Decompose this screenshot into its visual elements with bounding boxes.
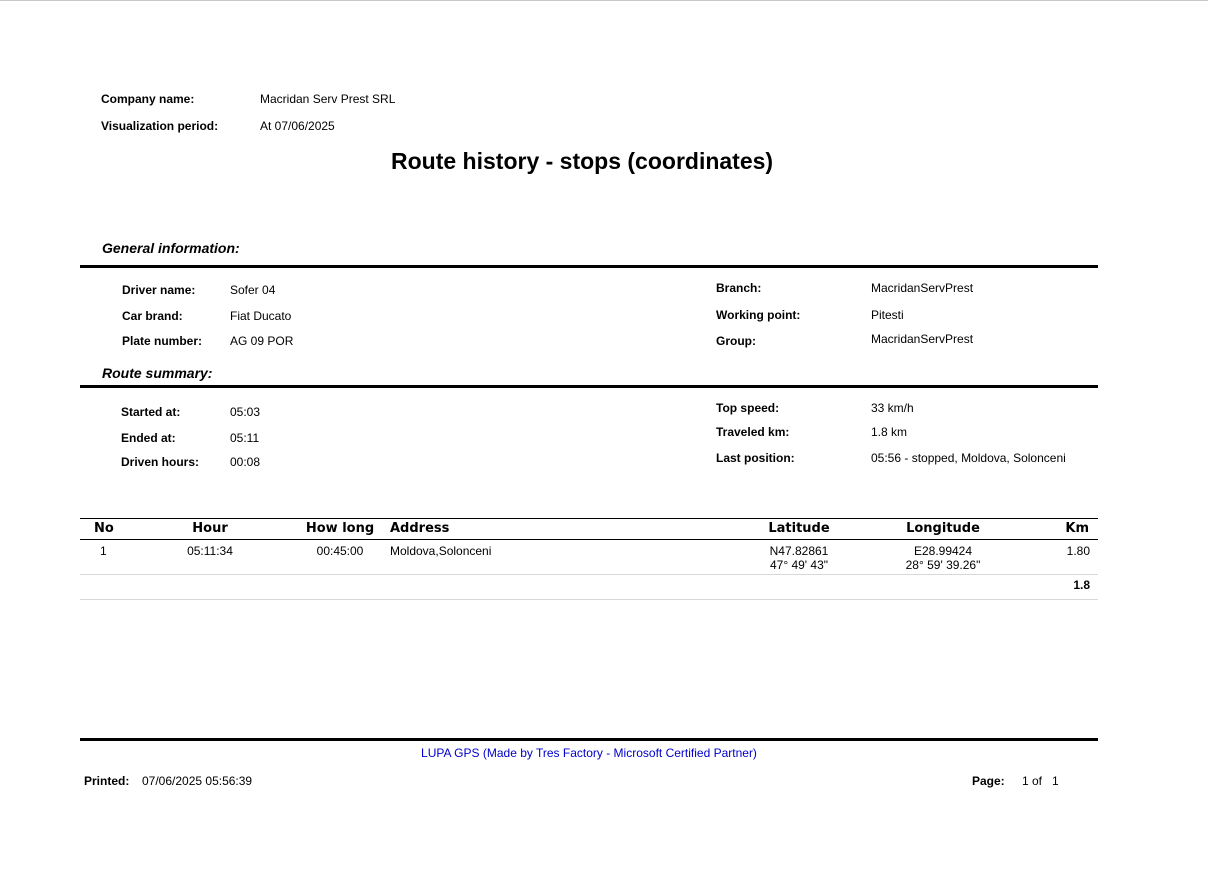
row-latitude-dms: 47° 49' 43" (769, 558, 829, 572)
page-total: 1 (1052, 774, 1059, 788)
table-row-separator (80, 574, 1098, 575)
branch-label: Branch: (716, 281, 762, 295)
footer-credit: LUPA GPS (Made by Tres Factory - Microsoft Certified Partner) (421, 746, 757, 760)
top-speed-label: Top speed: (716, 401, 780, 415)
col-header-how-long: How long (305, 521, 375, 536)
page-label: Page: (972, 774, 1005, 788)
total-km: 1.8 (1073, 578, 1090, 592)
group-label: Group: (716, 334, 756, 348)
period-value: At 07/06/2025 (260, 119, 335, 133)
top-speed-value: 33 km/h (871, 401, 914, 415)
table-header-rule (80, 539, 1098, 540)
col-header-km: Km (1065, 521, 1089, 536)
last-position-label: Last position: (716, 451, 795, 465)
col-header-latitude: Latitude (768, 521, 830, 536)
table-top-rule (80, 518, 1098, 519)
general-info-heading: General information: (102, 240, 240, 256)
driver-label: Driver name: (122, 283, 196, 297)
printed-value: 07/06/2025 05:56:39 (142, 774, 253, 788)
col-header-address: Address (390, 521, 450, 536)
row-no: 1 (100, 544, 107, 558)
working-point-label: Working point: (716, 308, 801, 322)
driver-value: Sofer 04 (230, 283, 276, 297)
working-point-value: Pitesti (871, 308, 904, 322)
row-latitude: N47.82861 (769, 544, 829, 558)
traveled-km-label: Traveled km: (716, 425, 790, 439)
started-label: Started at: (121, 405, 181, 419)
plate-label: Plate number: (122, 334, 203, 348)
printed-label: Printed: (84, 774, 130, 788)
page-of: of (1032, 774, 1043, 788)
page-top-border (0, 0, 1208, 1)
branch-value: MacridanServPrest (871, 281, 974, 295)
col-header-hour: Hour (192, 521, 228, 536)
car-brand-label: Car brand: (122, 309, 183, 323)
route-summary-rule (80, 385, 1098, 388)
row-hour: 05:11:34 (187, 544, 233, 558)
footer-rule (80, 738, 1098, 741)
row-km: 1.80 (1066, 544, 1090, 558)
row-how-long: 00:45:00 (316, 544, 364, 558)
row-longitude-dms: 28° 59' 39.26" (905, 558, 981, 572)
plate-value: AG 09 POR (230, 334, 294, 348)
report-title: Route history - stops (coordinates) (391, 148, 774, 174)
row-address: Moldova,Solonceni (390, 544, 492, 558)
traveled-km-value: 1.8 km (871, 425, 908, 439)
company-label: Company name: (101, 92, 195, 106)
row-longitude: E28.99424 (913, 544, 973, 558)
period-label: Visualization period: (101, 119, 219, 133)
car-brand-value: Fiat Ducato (230, 309, 292, 323)
last-position-value: 05:56 - stopped, Moldova, Solonceni (871, 451, 1066, 465)
col-header-longitude: Longitude (906, 521, 980, 536)
ended-label: Ended at: (121, 431, 176, 445)
col-header-no: No (94, 521, 114, 536)
page-current: 1 (1022, 774, 1029, 788)
driven-hours-value: 00:08 (230, 455, 261, 469)
ended-value: 05:11 (230, 431, 260, 445)
table-bottom-rule (80, 599, 1098, 600)
route-summary-heading: Route summary: (102, 365, 213, 381)
group-value: MacridanServPrest (871, 332, 974, 346)
started-value: 05:03 (230, 405, 261, 419)
driven-hours-label: Driven hours: (121, 455, 200, 469)
general-info-rule (80, 265, 1098, 268)
company-value: Macridan Serv Prest SRL (260, 92, 396, 106)
